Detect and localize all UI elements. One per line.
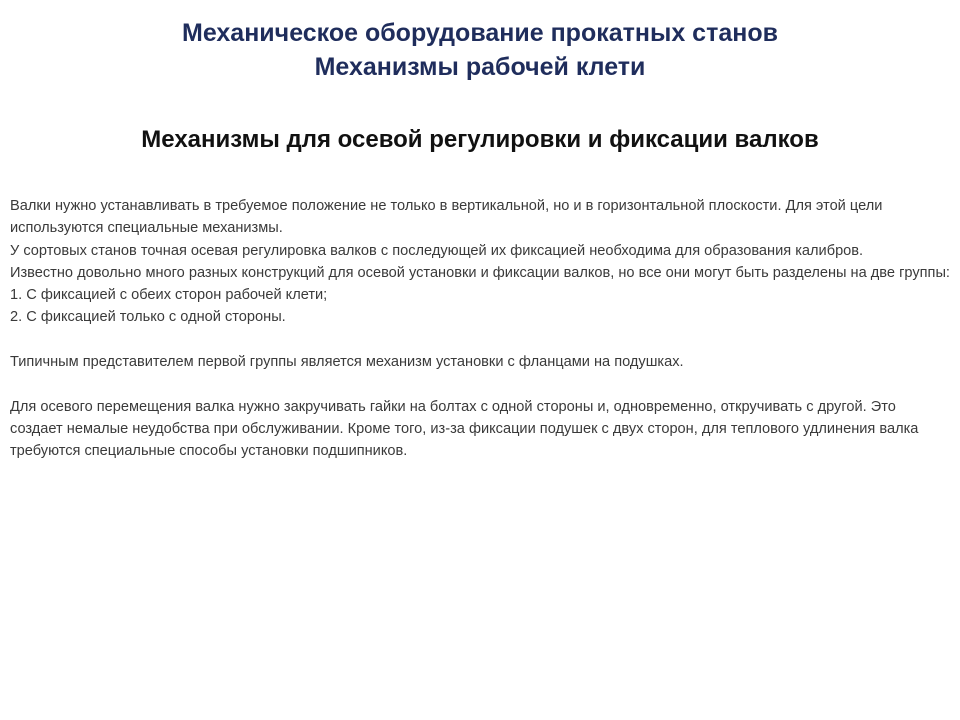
paragraph-2: У сортовых станов точная осевая регулировка валков с последующей их фиксацией необходима для образования калибров.	[10, 242, 864, 259]
paragraph-spacer	[10, 373, 950, 395]
list-item-1: 1. С фиксацией с обеих сторон рабочей клети;	[10, 287, 328, 304]
paragraph-5: Для осевого перемещения валка нужно закручивать гайки на болтах с одной стороны и, одновременно, откручивать с другой. Это создает немалые неудобства при обслуживании. Кроме того, из-за фиксации подушек с двух сторон, для теплового удлинения валка требуются специальные способы установки подшипников.	[10, 398, 919, 460]
list-item-2: 2. С фиксацией только с одной стороны.	[10, 309, 286, 326]
paragraph-1: Валки нужно устанавливать в требуемое положение не только в вертикальной, но и в горизонтальной плоскости. Для этой цели используются специальные механизмы.	[10, 198, 883, 237]
section-title: Механизмы для осевой регулировки и фиксации валков	[141, 126, 819, 153]
paragraph-4: Типичным представителем первой группы является механизм установки с фланцами на подушках.	[10, 354, 684, 371]
paragraph-3: Известно довольно много разных конструкций для осевой установки и фиксации валков, но все они могут быть разделены на две группы:	[10, 264, 950, 281]
slide-header	[0, 16, 960, 84]
paragraph-spacer	[10, 329, 950, 351]
header-title-line-2: Механизмы рабочей клети	[314, 53, 646, 81]
header-title-line-1: Механическое оборудование прокатных станов	[182, 19, 778, 47]
body-text	[10, 195, 950, 463]
